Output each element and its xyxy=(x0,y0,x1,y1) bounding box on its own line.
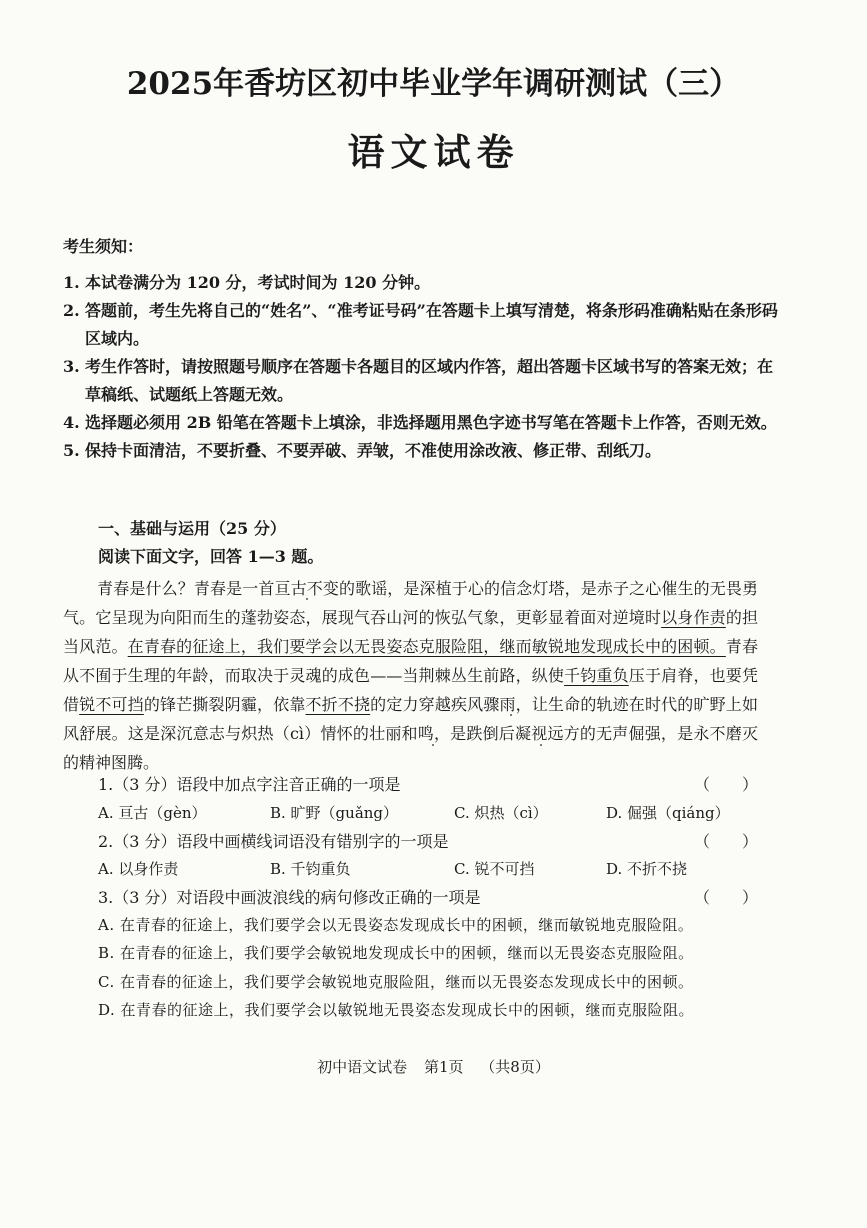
emphasis-dot xyxy=(306,598,308,600)
notice-item xyxy=(63,437,783,465)
passage-text: 的锋芒撕裂阴霾，依靠 xyxy=(143,695,306,714)
notice-item xyxy=(63,409,783,437)
exam-title: 2025年香坊区初中毕业学年调研测试（三） xyxy=(126,66,741,102)
answer-paren: （ ） xyxy=(693,888,758,907)
exam-subtitle: 语文试卷 xyxy=(347,130,520,174)
emphasis-dot xyxy=(510,714,512,716)
option-b: B. 旷野（guǎng） xyxy=(270,804,399,822)
underlined-word: 不折不挠 xyxy=(305,695,371,714)
underlined-word: 锐不可挡 xyxy=(79,695,144,714)
passage-text: 压于肩脊，也要凭借 xyxy=(63,666,758,714)
notice-item-text: 选择题必须用 2B 铅笔在答题卡上填涂，非选择题用黑色字迹书写笔在答题卡上作答，否则无效。 xyxy=(85,413,777,432)
question-3 xyxy=(98,885,758,908)
notice-item-text: 答题前，考生先将自己的“姓名”、“准考证号码”在答题卡上填写清楚，将条形码准确粘贴在条形码区域内。 xyxy=(85,301,778,348)
answer-paren: （ ） xyxy=(693,832,758,851)
question-2 xyxy=(98,829,758,852)
passage-text: 的担当风范。 xyxy=(63,608,758,656)
option-d: D. 不折不挠 xyxy=(606,860,688,878)
answer-option-a: A. 在青春的征途上，我们要学会以无畏姿态发现成长中的困顿，继而敏锐地克服险阻。 xyxy=(98,916,694,934)
passage-text: 青春从不囿于生理的年龄，而取决于灵魂的成色——当荆棘丛生前路，纵使 xyxy=(63,637,758,685)
answer-option-b: B. 在青春的征途上，我们要学会敏锐地发现成长中的困顿，继而以无畏姿态克服险阻。 xyxy=(98,944,694,962)
question-stem: 3.（3 分）对语段中画波浪线的病句修改正确的一项是 xyxy=(98,888,481,907)
section-title: 一、基础与运用（25 分） xyxy=(98,519,286,538)
footer-page-number: 第1页 xyxy=(423,1058,464,1076)
notice-item-number: 2. xyxy=(63,301,80,320)
answer-option-d: D. 在青春的征途上，我们要学会以敏锐地无畏姿态发现成长中的困顿，继而克服险阻。 xyxy=(98,1001,695,1019)
page-footer xyxy=(0,1056,867,1077)
passage-text: 青春是什么？青春是一首亘古不变的歌谣，是深植于心的信念灯塔，是赤子之心催生的无畏勇气。它呈现为向阳而生的蓬勃姿态，展现气吞山河的恢弘气象，更彰显着面对逆境时 xyxy=(63,579,758,627)
option-a: A. 亘古（gèn） xyxy=(98,804,207,822)
emphasis-dot xyxy=(432,744,434,746)
notice-heading: 考生须知： xyxy=(63,237,144,256)
candidate-notice xyxy=(63,234,783,465)
wavy-underlined-sentence: 在青春的征途上，我们要学会以无畏姿态克服险阻，继而敏锐地发现成长中的困顿。 xyxy=(127,637,726,656)
option-c: C. 炽热（cì） xyxy=(454,804,548,822)
underlined-word: 千钧重负 xyxy=(564,666,629,685)
reading-passage xyxy=(63,574,758,777)
emphasis-dot xyxy=(540,744,542,746)
answer-option-c: C. 在青春的征途上，我们要学会敏锐地克服险阻，继而以无畏姿态发现成长中的困顿。 xyxy=(98,973,694,991)
question-stem: 2.（3 分）语段中画横线词语没有错别字的一项是 xyxy=(98,832,449,851)
notice-item xyxy=(63,353,783,409)
notice-item-number: 4. xyxy=(63,413,80,432)
notice-item-number: 1. xyxy=(63,273,80,292)
notice-item-number: 3. xyxy=(63,357,80,376)
notice-item xyxy=(63,297,783,353)
underlined-word: 以身作责 xyxy=(661,608,726,627)
footer-paper-name: 初中语文试卷 xyxy=(317,1058,408,1076)
option-b: B. 千钧重负 xyxy=(270,860,351,878)
option-a: A. 以身作责 xyxy=(98,860,179,878)
question-1 xyxy=(98,772,758,795)
notice-item-text: 保持卡面清洁，不要折叠、不要弄破、弄皱，不准使用涂改液、修正带、刮纸刀。 xyxy=(85,441,662,460)
notice-item-text: 考生作答时，请按照题号顺序在答题卡各题目的区域内作答，超出答题卡区域书写的答案无效；在草稿纸、试题纸上答题无效。 xyxy=(85,357,774,404)
notice-item xyxy=(63,269,783,297)
option-c: C. 锐不可挡 xyxy=(454,860,535,878)
answer-paren: （ ） xyxy=(693,775,758,794)
notice-item-text: 本试卷满分为 120 分，考试时间为 120 分钟。 xyxy=(85,273,431,292)
notice-item-number: 5. xyxy=(63,441,80,460)
option-d: D. 倔强（qiáng） xyxy=(606,804,730,822)
section-instruction: 阅读下面文字，回答 1—3 题。 xyxy=(98,547,324,566)
question-stem: 1.（3 分）语段中加点字注音正确的一项是 xyxy=(98,775,401,794)
footer-total-pages: （共8页） xyxy=(480,1058,550,1076)
passage-text: 的定力穿越疾风骤雨，让生命的轨迹在时代的旷野上如风舒展。这是深沉意志与炽热（cì）情怀的壮丽和鸣，是跌倒后凝视远方的无声倔强，是永不磨灭的精神图腾。 xyxy=(63,695,758,772)
